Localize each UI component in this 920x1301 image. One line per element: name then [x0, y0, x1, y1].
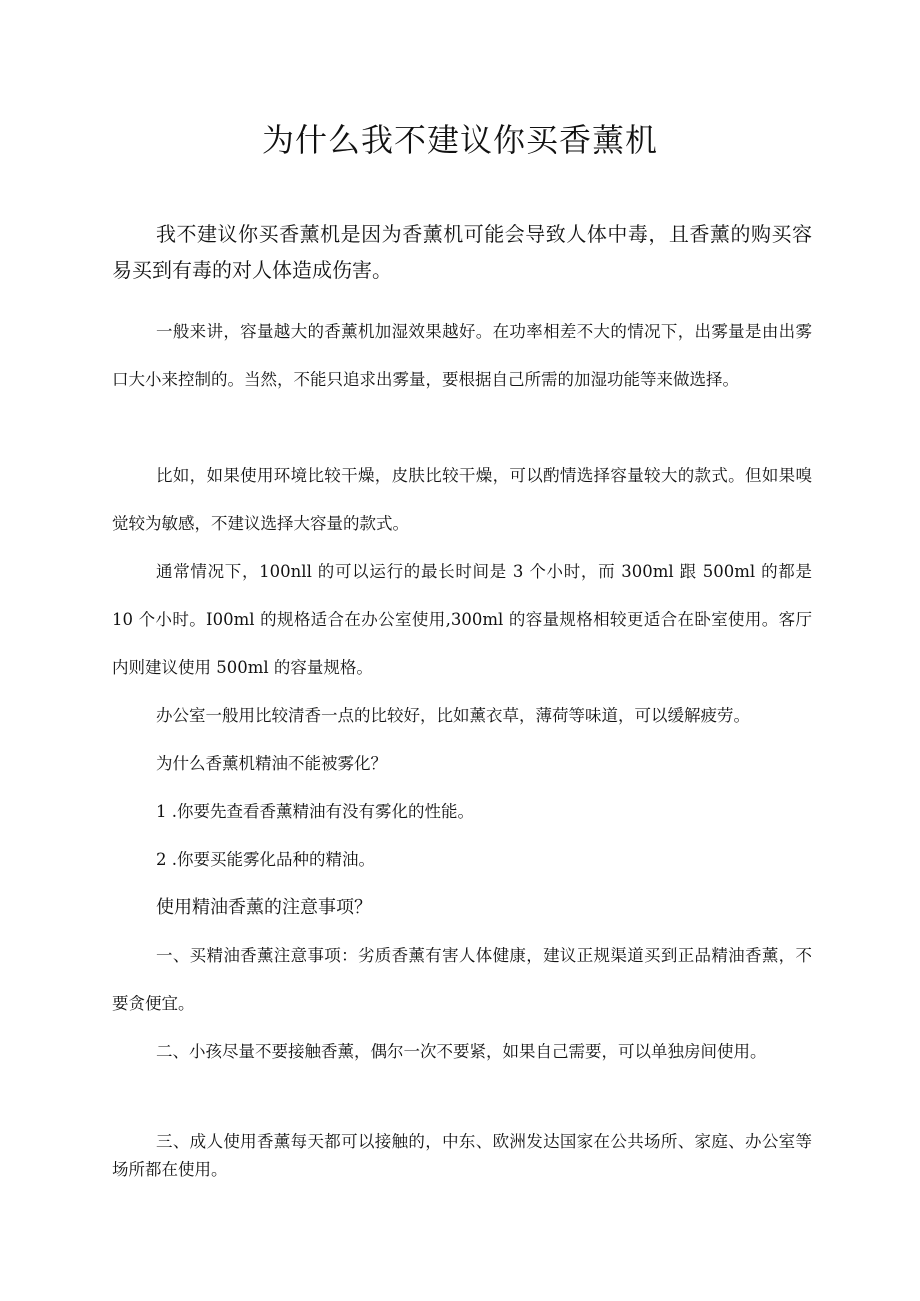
precaution-2: 二、小孩尽量不要接触香薰，偶尔一次不要紧，如果自己需要，可以单独房间使用。 [156, 1042, 767, 1061]
office-scent-paragraph: 办公室一般用比较清香一点的比较好，比如薰衣草，薄荷等味道，可以缓解疲劳。 [156, 706, 750, 725]
list-item-1: 1 .你要先查看香薰精油有没有雾化的性能。 [156, 802, 474, 821]
precaution-3: 三、成人使用香薰每天都可以接触的，中东、欧洲发达国家在公共场所、家庭、办公室等场所都在使用。 [112, 1132, 812, 1179]
runtime-paragraph: 通常情况下，100nll 的可以运行的最长时间是 3 个小时，而 300ml 跟 500ml 的都是 10 个小时。I00ml 的规格适合在办公室使用,300ml 的容量规格相较更适合在卧室使用。客厅内则建议使用 500ml 的容量规格。 [112, 562, 812, 677]
intro-paragraph: 我不建议你买香薰机是因为香薰机可能会导致人体中毒，且香薰的购买容易买到有毒的对人体造成伤害。 [112, 222, 812, 282]
capacity-paragraph: 一般来讲，容量越大的香薰机加湿效果越好。在功率相差不大的情况下，出雾量是由出雾口大小来控制的。当然，不能只追求出雾量，要根据自己所需的加湿功能等来做选择。 [112, 322, 812, 389]
dry-environment-paragraph: 比如，如果使用环境比较干燥，皮肤比较干燥，可以酌情选择容量较大的款式。但如果嗅觉较为敏感，不建议选择大容量的款式。 [112, 466, 812, 533]
precaution-1: 一、买精油香薰注意事项：劣质香薰有害人体健康，建议正规渠道买到正品精油香薰，不要贪便宜。 [112, 946, 812, 1013]
document-title: 为什么我不建议你买香薰机 [261, 121, 658, 159]
atomization-question: 为什么香薰机精油不能被雾化？ [156, 754, 387, 773]
precautions-heading: 使用精油香薰的注意事项？ [156, 897, 372, 918]
list-item-2: 2 .你要买能雾化品种的精油。 [156, 850, 375, 869]
